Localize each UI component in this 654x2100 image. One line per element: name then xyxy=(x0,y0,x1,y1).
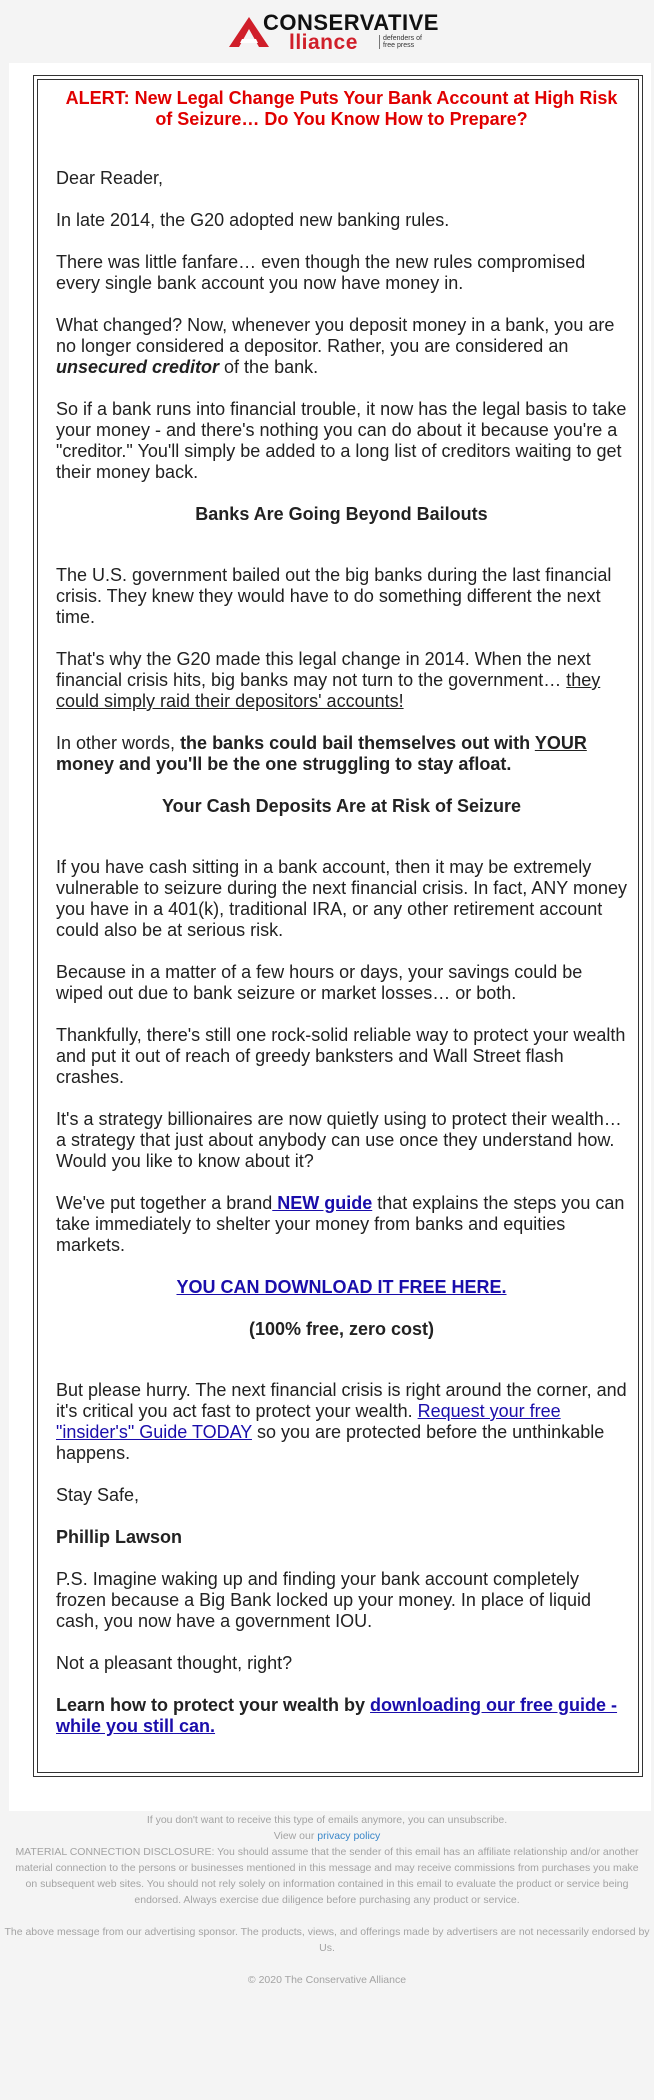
sponsor-text: The above message from our advertising sponsor. The products, views, and offerings made by advertisers are not necessarily endorsed by Us. xyxy=(4,1926,650,1954)
paragraph-financial-trouble: So if a bank runs into financial trouble, it now has the legal basis to take your money - and there's nothing you can do about it because you're a "creditor." You'll simply be added to a long list of creditors waiting to get their money back. xyxy=(56,399,627,482)
greeting: Dear Reader, xyxy=(56,168,164,188)
logo-top-text: CONSERVATIVE xyxy=(263,10,439,35)
logo-tagline: defenders of free press xyxy=(379,35,422,49)
new-guide-link[interactable]: NEW guide xyxy=(272,1193,373,1213)
request-guide-link[interactable]: Request your free "insider's" Guide TODAY xyxy=(56,1401,561,1442)
unsecured-creditor-emphasis: unsecured creditor xyxy=(56,357,220,377)
privacy-line: View our privacy policy xyxy=(273,1830,381,1842)
paragraph-new-guide: We've put together a brand NEW guide that explains the steps you can take immediately to shelter your money from banks and equities markets. xyxy=(56,1193,625,1255)
download-cta-wrapper xyxy=(56,1277,627,1298)
logo-bottom-text: lliance xyxy=(289,31,358,54)
email-footer xyxy=(0,1812,654,2004)
heading-beyond-bailouts: Banks Are Going Beyond Bailouts xyxy=(195,504,488,524)
free-note: (100% free, zero cost) xyxy=(248,1319,435,1339)
paragraph-not-pleasant: Not a pleasant thought, right? xyxy=(56,1653,293,1673)
paragraph-bailout: The U.S. government bailed out the big banks during the last financial crisis. They knew they would have to do something different the next time. xyxy=(56,565,612,627)
paragraph-strategy: It's a strategy billionaires are now quietly using to protect their wealth… a strategy that just about anybody can use once they understand how. Would you like to know about it? xyxy=(56,1109,622,1171)
signature: Phillip Lawson xyxy=(56,1527,183,1547)
postscript: P.S. Imagine waking up and finding your bank account completely frozen because a Big Bank locked up your money. In place of liquid cash, you now have a government IOU. xyxy=(56,1569,591,1631)
email-header xyxy=(0,0,654,62)
paragraph-learn-how: Learn how to protect your wealth by downloading our free guide - while you still can. xyxy=(56,1695,618,1736)
paragraph-g20: In late 2014, the G20 adopted new banking rules. xyxy=(56,210,450,230)
paragraph-thankfully: Thankfully, there's still one rock-solid reliable way to protect your wealth and put it out of reach of greedy banksters and Wall Street flash crashes. xyxy=(56,1025,626,1087)
raid-accounts-underline: they could simply raid their depositors' accounts! xyxy=(56,670,601,711)
copyright-text: © 2020 The Conservative Alliance xyxy=(247,1974,407,1986)
signoff: Stay Safe, xyxy=(56,1485,140,1505)
paragraph-savings-wiped: Because in a matter of a few hours or days, your savings could be wiped out due to bank seizure or market losses… or both. xyxy=(56,962,583,1003)
heading-deposits-risk: Your Cash Deposits Are at Risk of Seizure xyxy=(161,796,522,816)
paragraph-hurry: But please hurry. The next financial crisis is right around the corner, and it's critical you act fast to protect your wealth. Request your free "insider's" Guide TODAY so you are protected before the unthinkable happens. xyxy=(56,1380,627,1463)
paragraph-in-other-words: In other words, the banks could bail themselves out with YOUR money and you'll be the one struggling to stay afloat. xyxy=(56,733,587,774)
paragraph-what-changed: What changed? Now, whenever you deposit money in a bank, you are no longer considered a depositor. Rather, you are considered an unsecured creditor of the bank. xyxy=(56,315,615,377)
download-guide-link[interactable]: downloading our free guide - while you still can. xyxy=(56,1695,618,1736)
alert-title: ALERT: New Legal Change Puts Your Bank Account at High Risk of Seizure… Do You Know How to Prepare? xyxy=(65,88,618,129)
privacy-policy-link[interactable]: privacy policy xyxy=(317,1830,381,1842)
paragraph-legal-change: That's why the G20 made this legal change in 2014. When the next financial crisis hits, big banks may not turn to the government… they could simply raid their depositors' accounts! xyxy=(56,649,601,711)
paragraph-cash-vulnerable: If you have cash sitting in a bank account, then it may be extremely vulnerable to seizure during the next financial crisis. In fact, ANY money you have in a 401(k), traditional IRA, or any other retirement account could also be at serious risk. xyxy=(56,857,627,940)
unsubscribe-text[interactable]: If you don't want to receive this type of emails anymore, you can unsubscribe. xyxy=(146,1814,508,1826)
disclosure-text: MATERIAL CONNECTION DISCLOSURE: You should assume that the sender of this email has an affiliate relationship and/or another material connection to the persons or businesses mentioned in this message and may receive commissions from purchases you make on subsequent web sites. You should not rely solely on information contained in this email to evaluate the product or service being endorsed. Always exercise due diligence before purchasing any product or service. xyxy=(15,1846,639,1906)
email-content xyxy=(56,88,627,1758)
conservative-alliance-logo[interactable] xyxy=(227,10,439,54)
paragraph-fanfare: There was little fanfare… even though the new rules compromised every single bank account you now have money in. xyxy=(56,252,586,293)
download-free-link[interactable]: YOU CAN DOWNLOAD IT FREE HERE. xyxy=(176,1277,507,1297)
